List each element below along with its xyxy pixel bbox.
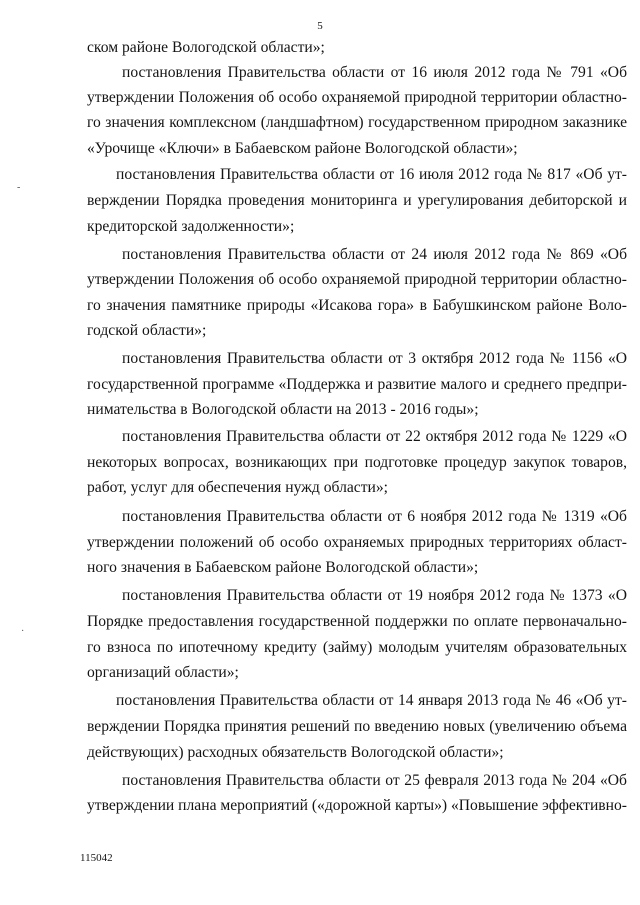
text-line: постановления Правительства области от 16 июля 2012 года № 817 «Об ут- [116, 166, 627, 183]
text-line: Порядке предоставления государственной поддержки по оплате первоначально- [87, 613, 627, 630]
document-code: 115042 [80, 852, 113, 864]
text-line: го взноса по ипотечному кредиту (займу) молодым учителям образовательных [87, 639, 627, 656]
text-line: постановления Правительства области от 22 октября 2012 года № 1229 «О [122, 428, 627, 445]
text-line: верждении Порядка принятия решений по введению новых (увеличению объема [87, 718, 627, 735]
text-line: годской области»; [87, 322, 207, 339]
text-line: утверждении положений об особо охраняемых природных территориях област- [87, 534, 627, 551]
text-line: некоторых вопросах, возникающих при подготовке процедур закупок товаров, [87, 454, 627, 471]
text-line: постановления Правительства области от 3 октября 2012 года № 1156 «О [122, 350, 627, 367]
text-line: «Урочище «Ключи» в Бабаевском районе Вологодской области»; [87, 140, 518, 157]
margin-mark: - [17, 182, 21, 193]
text-line: постановления Правительства области от 16 июля 2012 года № 791 «Об [122, 64, 627, 81]
text-line: действующих) расходных обязательств Вологодской области»; [87, 744, 504, 761]
text-line: нимательства в Вологодской области на 2013 - 2016 годы»; [87, 401, 479, 418]
text-line: постановления Правительства области от 24 июля 2012 года № 869 «Об [122, 246, 627, 263]
text-line: постановления Правительства области от 19 ноября 2012 года № 1373 «О [122, 587, 627, 604]
text-line: го значения комплексном (ландшафтном) государственном природном заказнике [87, 114, 627, 131]
page-number: 5 [317, 20, 323, 32]
margin-mark: · [21, 626, 25, 637]
text-line: ного значения в Бабаевском районе Вологодской области»; [87, 559, 479, 576]
text-line: утверждении Положения об особо охраняемой природной территории областно- [87, 271, 627, 288]
text-line: ском районе Вологодской области»; [87, 39, 325, 56]
text-line: го значения памятнике природы «Исакова гора» в Бабушкинском районе Воло- [87, 297, 627, 314]
text-line: постановления Правительства области от 25 февраля 2013 года № 204 «Об [122, 772, 627, 789]
text-line: государственной программе «Поддержка и развитие малого и среднего предпри- [87, 376, 627, 393]
text-line: верждении Порядка проведения мониторинга и урегулирования дебиторской и [87, 192, 627, 209]
text-line: организаций области»; [87, 664, 239, 681]
text-line: утверждении Положения об особо охраняемой природной территории областно- [87, 89, 627, 106]
text-line: кредиторской задолженности»; [87, 218, 295, 235]
text-line: утверждении плана мероприятий («дорожной карты») «Повышение эффективно- [87, 797, 627, 814]
text-line: постановления Правительства области от 6 ноября 2012 года № 1319 «Об [122, 508, 627, 525]
text-line: работ, услуг для обеспечения нужд области»; [87, 479, 389, 496]
text-line: постановления Правительства области от 14 января 2013 года № 46 «Об ут- [116, 692, 627, 709]
